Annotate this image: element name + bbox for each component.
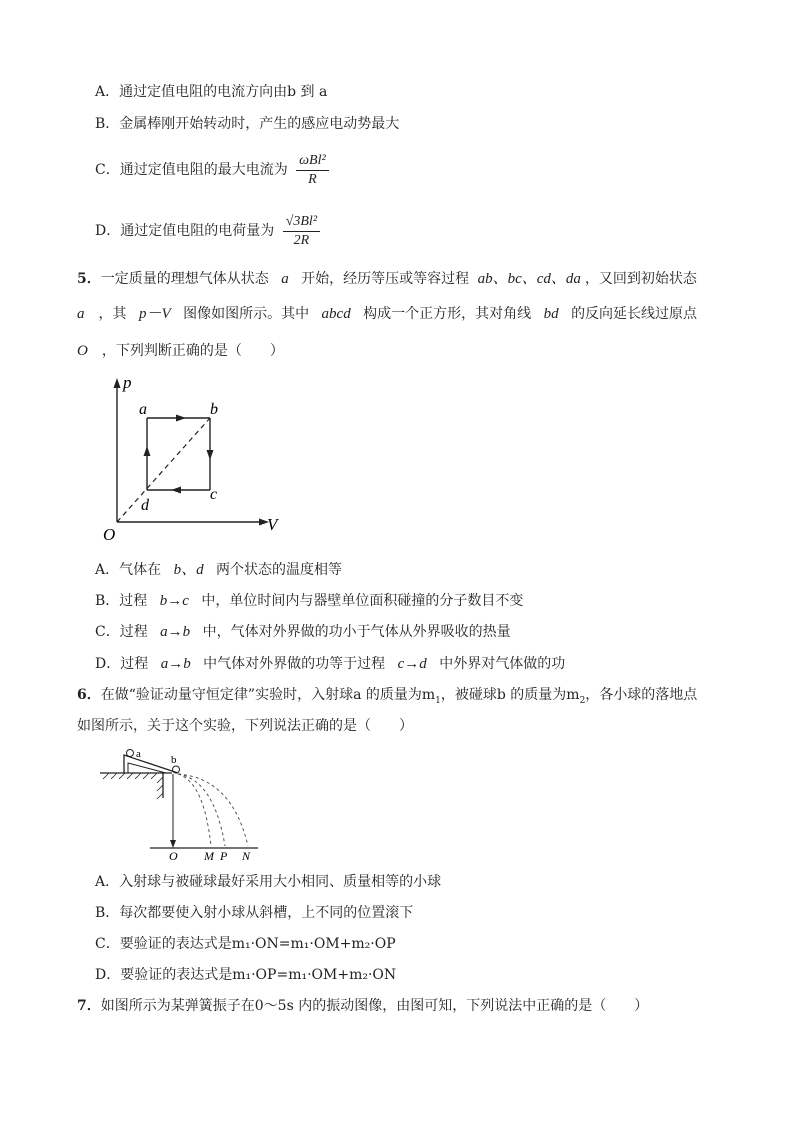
q6-sub-2: 2 <box>579 695 586 706</box>
q5-option-d-text-2: 中外界对气体做的功 <box>439 656 566 672</box>
ball-b-label: b <box>171 754 177 766</box>
q5-option-d-prefix: D．过程 <box>95 656 149 672</box>
q5-text-4: ，其 <box>98 306 127 322</box>
q5-pv-diagram <box>95 372 295 544</box>
q4-option-b: B．金属棒刚开始转动时，产生的感应电动势最大 <box>95 116 400 132</box>
q4-option-a: A．通过定值电阻的电流方向由b 到 a <box>95 84 328 100</box>
q5-sym-processes: ab、bc、cd、da <box>477 271 581 287</box>
q5-text-6: 构成一个正方形，其对角线 <box>363 306 532 322</box>
q4-option-d-text: D．通过定值电阻的电荷量为 <box>95 223 275 239</box>
q5-option-a-prefix: A．气体在 <box>95 562 162 578</box>
q5-option-b-symbol: b→c <box>159 593 189 609</box>
q5-sym-o: O <box>77 343 88 359</box>
table-hatching <box>103 773 163 799</box>
q4-option-c-denominator: R <box>308 171 317 187</box>
point-n-label: N <box>242 849 251 863</box>
q4-option-d-fraction <box>283 213 320 250</box>
q5-option-c-text: 中，气体对外界做的功小于气体从外界吸收的热量 <box>202 624 511 640</box>
point-p-label: P <box>220 849 228 863</box>
ball-a-icon <box>127 750 134 757</box>
point-a-label: a <box>139 401 147 418</box>
q7-number: 7． <box>77 998 101 1014</box>
p-axis-arrow-icon <box>114 378 121 388</box>
q5-stem-line3 <box>77 341 284 361</box>
arrow-da-icon <box>144 446 151 456</box>
q4-option-c-text: C．通过定值电阻的最大电流为 <box>95 162 288 178</box>
q7-text: 如图所示为某弹簧振子在0～5s 内的振动图像，由图可知，下列说法中正确的是（ ） <box>100 998 649 1014</box>
diagonal-dashed-line <box>117 418 210 522</box>
q5-option-b-text: 中，单位时间内与器壁单位面积碰撞的分子数目不变 <box>201 593 524 609</box>
q5-option-b-prefix: B．过程 <box>95 593 148 609</box>
q5-sym-a2: a <box>77 306 85 322</box>
trajectory-m <box>178 774 211 846</box>
q5-option-d-text-1: 中气体对外界做的功等于过程 <box>203 656 386 672</box>
q5-option-a-symbol: b、d <box>173 562 204 578</box>
q5-stem-line1 <box>77 269 697 289</box>
q5-text-8: ，下列判断正确的是（ ） <box>101 343 284 359</box>
q5-option-a-text: 两个状态的温度相等 <box>216 562 343 578</box>
q5-sym-bd: bd <box>543 306 559 322</box>
chute-inner <box>128 763 166 773</box>
q5-option-a <box>95 560 342 580</box>
q6-stem-line1 <box>77 685 697 711</box>
q5-option-c <box>95 622 511 642</box>
q6-sub-1: 1 <box>435 695 441 706</box>
q5-sym-abcd: abcd <box>321 306 351 322</box>
q4-option-c <box>95 150 333 190</box>
p-axis-label: p <box>123 373 132 392</box>
q5-text-5: 图像如图所示。其中 <box>183 306 310 322</box>
q4-option-d-denominator: 2R <box>293 232 310 248</box>
q6-option-b: B．每次都要使入射小球从斜槽，上不同的位置滚下 <box>95 905 414 921</box>
q5-option-c-prefix: C．过程 <box>95 624 148 640</box>
point-c-label: c <box>210 486 218 503</box>
q6-option-d: D．要验证的表达式是m₁·OP=m₁·OM+m₂·ON <box>95 967 397 983</box>
point-m-label: M <box>204 849 214 863</box>
q4-option-d <box>95 211 324 251</box>
q5-text-3: ，又回到初始状态 <box>584 271 697 287</box>
q6-experiment-diagram <box>100 748 260 864</box>
point-o-label: O <box>169 849 178 863</box>
point-b-label: b <box>210 401 218 418</box>
q6-text-1: 在做“验证动量守恒定律”实验时，入射球a 的质量为m <box>100 687 436 703</box>
q5-sym-a: a <box>281 271 289 287</box>
q5-text-1: 一定质量的理想气体从状态 <box>100 271 269 287</box>
q5-option-c-symbol: a→b <box>160 624 191 640</box>
q6-text-2: ，被碰球b 的质量为m <box>440 687 580 703</box>
q4-option-c-fraction <box>296 152 329 189</box>
q5-stem-line2 <box>77 304 697 324</box>
q5-option-d-symbol-1: a→b <box>160 656 191 672</box>
q6-option-c: C．要验证的表达式是m₁·ON=m₁·OM+m₂·OP <box>95 936 396 952</box>
plumb-arrow-icon <box>170 840 176 848</box>
q6-text-3: ，各小球的落地点 <box>585 687 698 703</box>
trajectory-p <box>178 774 225 846</box>
q5-text-7: 的反向延长线过原点 <box>571 306 698 322</box>
q7-stem <box>77 996 648 1016</box>
arrow-cd-icon <box>171 487 181 494</box>
q4-option-c-numerator: ωBl² <box>296 152 329 171</box>
q4-option-d-numerator: √3Bl² <box>283 213 320 232</box>
origin-label: O <box>103 525 116 544</box>
q5-option-d-symbol-2: c→d <box>397 656 427 672</box>
v-axis-label: V <box>267 515 278 534</box>
q5-text-2: 开始，经历等压或等容过程 <box>301 271 470 287</box>
q6-option-a: A．入射球与被碰球最好采用大小相同、质量相等的小球 <box>95 874 442 890</box>
point-d-label: d <box>141 497 149 514</box>
q6-number: 6． <box>77 687 101 703</box>
arrow-bc-icon <box>207 450 214 460</box>
arrow-ab-icon <box>176 415 186 422</box>
q6-stem-line2: 如图所示，关于这个实验，下列说法正确的是（ ） <box>77 718 413 734</box>
q5-option-b <box>95 591 523 611</box>
trajectory-n <box>178 774 248 846</box>
q5-sym-pv: p－V <box>138 306 171 322</box>
ball-a-label: a <box>136 748 141 760</box>
q5-number: 5． <box>77 271 101 287</box>
q5-option-d <box>95 654 565 674</box>
